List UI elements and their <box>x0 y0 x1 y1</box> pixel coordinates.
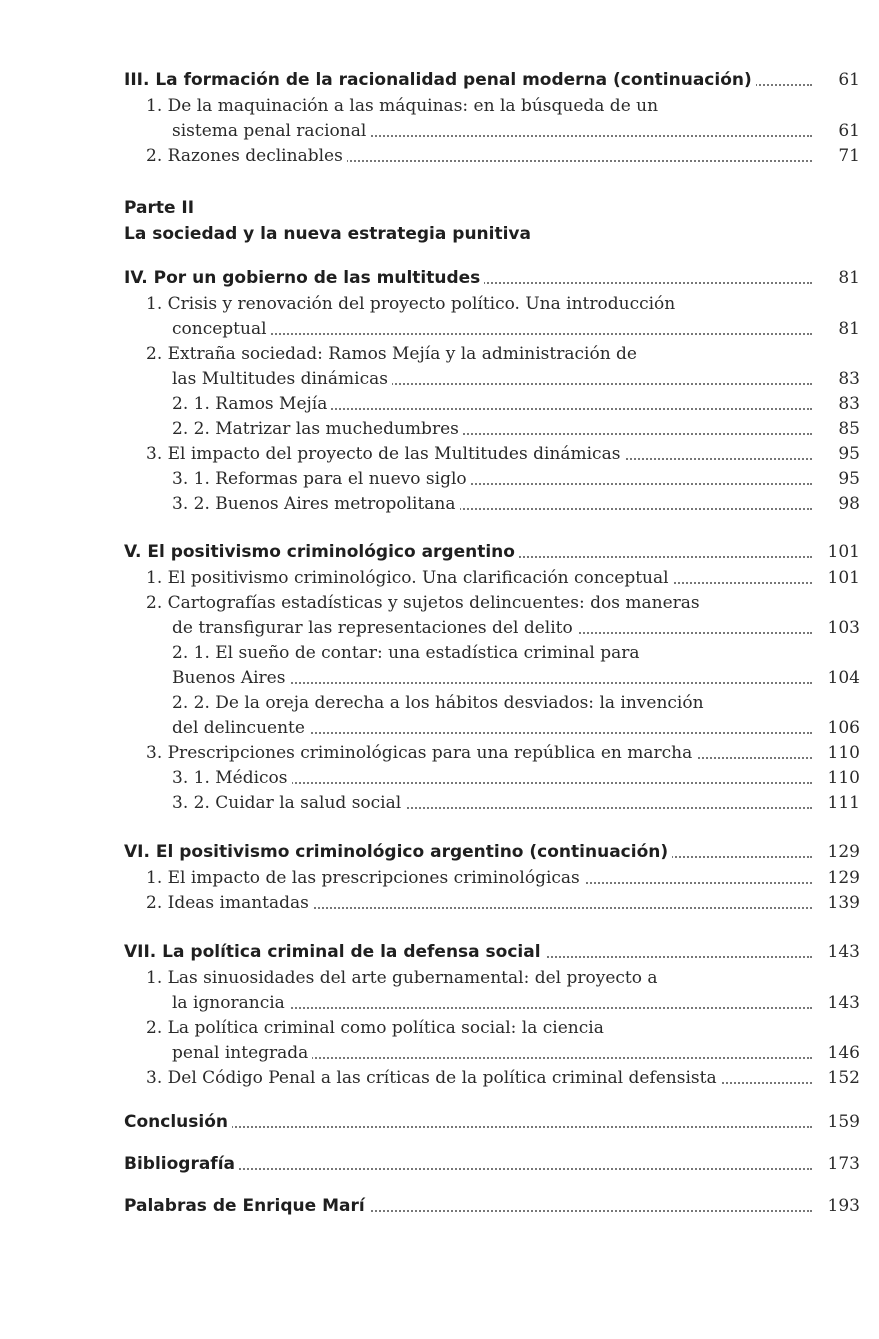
chapter-entry <box>124 1194 860 1218</box>
page-number: 143 <box>816 940 860 964</box>
entry-title: VI. El positivismo criminológico argentino (continuación) <box>124 840 672 864</box>
toc-entry <box>146 591 860 615</box>
page-number: 81 <box>816 266 860 290</box>
entry-title: 1. Crisis y renovación del proyecto político. Una introducción <box>146 292 679 316</box>
toc-entry <box>172 991 860 1015</box>
entry-title: Palabras de Enrique Marí <box>124 1194 369 1218</box>
toc-entry <box>172 467 860 491</box>
page-number: 173 <box>816 1152 860 1176</box>
page-number: 71 <box>816 144 860 168</box>
toc-entry <box>172 616 860 640</box>
page-number: 139 <box>816 891 860 915</box>
toc-entry <box>172 791 860 815</box>
toc-entry <box>172 317 860 341</box>
toc-entry <box>146 292 860 316</box>
toc-entry <box>146 94 860 118</box>
entry-title: 3. 2. Cuidar la salud social <box>172 791 405 815</box>
toc-entry <box>172 666 860 690</box>
page-number: 129 <box>816 840 860 864</box>
page-number: 61 <box>816 119 860 143</box>
page-number: 95 <box>816 467 860 491</box>
toc-entry <box>146 566 860 590</box>
entry-title: III. La formación de la racionalidad penal moderna (continuación) <box>124 68 756 92</box>
page-number: 101 <box>816 566 860 590</box>
page-number: 85 <box>816 417 860 441</box>
page-number: 152 <box>816 1066 860 1090</box>
part-heading <box>124 222 860 246</box>
toc-entry <box>146 966 860 990</box>
entry-title: del delincuente <box>172 716 309 740</box>
entry-title: V. El positivismo criminológico argentino <box>124 540 519 564</box>
entry-title: 1. El impacto de las prescripciones criminológicas <box>146 866 584 890</box>
toc-entry <box>172 492 860 516</box>
entry-title: VII. La política criminal de la defensa social <box>124 940 545 964</box>
page-number: 110 <box>816 766 860 790</box>
entry-title: Parte II <box>124 196 198 220</box>
entry-title: 1. El positivismo criminológico. Una clarificación conceptual <box>146 566 673 590</box>
part-heading <box>124 196 860 220</box>
entry-title: las Multitudes dinámicas <box>172 367 392 391</box>
page-number: 193 <box>816 1194 860 1218</box>
entry-title: 3. Del Código Penal a las críticas de la política criminal defensista <box>146 1066 721 1090</box>
entry-title: sistema penal racional <box>172 119 370 143</box>
page-number: 110 <box>816 741 860 765</box>
chapter-entry <box>124 68 860 92</box>
toc-entry <box>172 392 860 416</box>
entry-title: 2. Extraña sociedad: Ramos Mejía y la administración de <box>146 342 641 366</box>
entry-title: 2. Cartografías estadísticas y sujetos delincuentes: dos maneras <box>146 591 704 615</box>
toc-entry <box>172 1041 860 1065</box>
page-number: 81 <box>816 317 860 341</box>
entry-title: 2. 1. El sueño de contar: una estadística criminal para <box>172 641 644 665</box>
entry-title: conceptual <box>172 317 271 341</box>
entry-title: de transfigurar las representaciones del delito <box>172 616 577 640</box>
chapter-entry <box>124 540 860 564</box>
entry-title: 3. 1. Médicos <box>172 766 292 790</box>
entry-title: la ignorancia <box>172 991 289 1015</box>
toc-entry <box>146 1016 860 1040</box>
toc-entry <box>146 741 860 765</box>
toc-entry <box>146 442 860 466</box>
toc-entry <box>146 144 860 168</box>
entry-title: Conclusión <box>124 1110 232 1134</box>
page-number: 143 <box>816 991 860 1015</box>
entry-title: IV. Por un gobierno de las multitudes <box>124 266 484 290</box>
page-number: 159 <box>816 1110 860 1134</box>
page-number: 111 <box>816 791 860 815</box>
chapter-entry <box>124 1110 860 1134</box>
page-number: 83 <box>816 392 860 416</box>
entry-title: Bibliografía <box>124 1152 239 1176</box>
toc-entry <box>172 119 860 143</box>
toc-entry <box>172 641 860 665</box>
entry-title: 3. El impacto del proyecto de las Multitudes dinámicas <box>146 442 624 466</box>
entry-title: 2. 1. Ramos Mejía <box>172 392 331 416</box>
entry-title: 2. 2. De la oreja derecha a los hábitos desviados: la invención <box>172 691 708 715</box>
page-number: 103 <box>816 616 860 640</box>
toc-entry <box>146 1066 860 1090</box>
entry-title: 2. 2. Matrizar las muchedumbres <box>172 417 463 441</box>
entry-title: 1. De la maquinación a las máquinas: en la búsqueda de un <box>146 94 662 118</box>
toc-entry <box>146 891 860 915</box>
page-number: 101 <box>816 540 860 564</box>
toc-entry <box>172 691 860 715</box>
entry-title: 1. Las sinuosidades del arte gubernamental: del proyecto a <box>146 966 662 990</box>
entry-title: La sociedad y la nueva estrategia punitiva <box>124 222 535 246</box>
entry-title: 2. Ideas imantadas <box>146 891 313 915</box>
entry-title: Buenos Aires <box>172 666 289 690</box>
page-number: 146 <box>816 1041 860 1065</box>
chapter-entry <box>124 266 860 290</box>
chapter-entry <box>124 1152 860 1176</box>
page-number: 129 <box>816 866 860 890</box>
chapter-entry <box>124 940 860 964</box>
entry-title: 3. 2. Buenos Aires metropolitana <box>172 492 460 516</box>
entry-title: 3. 1. Reformas para el nuevo siglo <box>172 467 471 491</box>
entry-title: 2. La política criminal como política social: la ciencia <box>146 1016 608 1040</box>
page-number: 95 <box>816 442 860 466</box>
page-number: 98 <box>816 492 860 516</box>
toc-entry <box>172 766 860 790</box>
page-number: 61 <box>816 68 860 92</box>
toc-entry <box>146 342 860 366</box>
entry-title: 2. Razones declinables <box>146 144 347 168</box>
toc-entry <box>172 367 860 391</box>
entry-title: penal integrada <box>172 1041 312 1065</box>
chapter-entry <box>124 840 860 864</box>
toc-entry <box>146 866 860 890</box>
toc-entry <box>172 716 860 740</box>
entry-title: 3. Prescripciones criminológicas para una república en marcha <box>146 741 696 765</box>
page-number: 104 <box>816 666 860 690</box>
toc-entry <box>172 417 860 441</box>
page-number: 106 <box>816 716 860 740</box>
page-number: 83 <box>816 367 860 391</box>
